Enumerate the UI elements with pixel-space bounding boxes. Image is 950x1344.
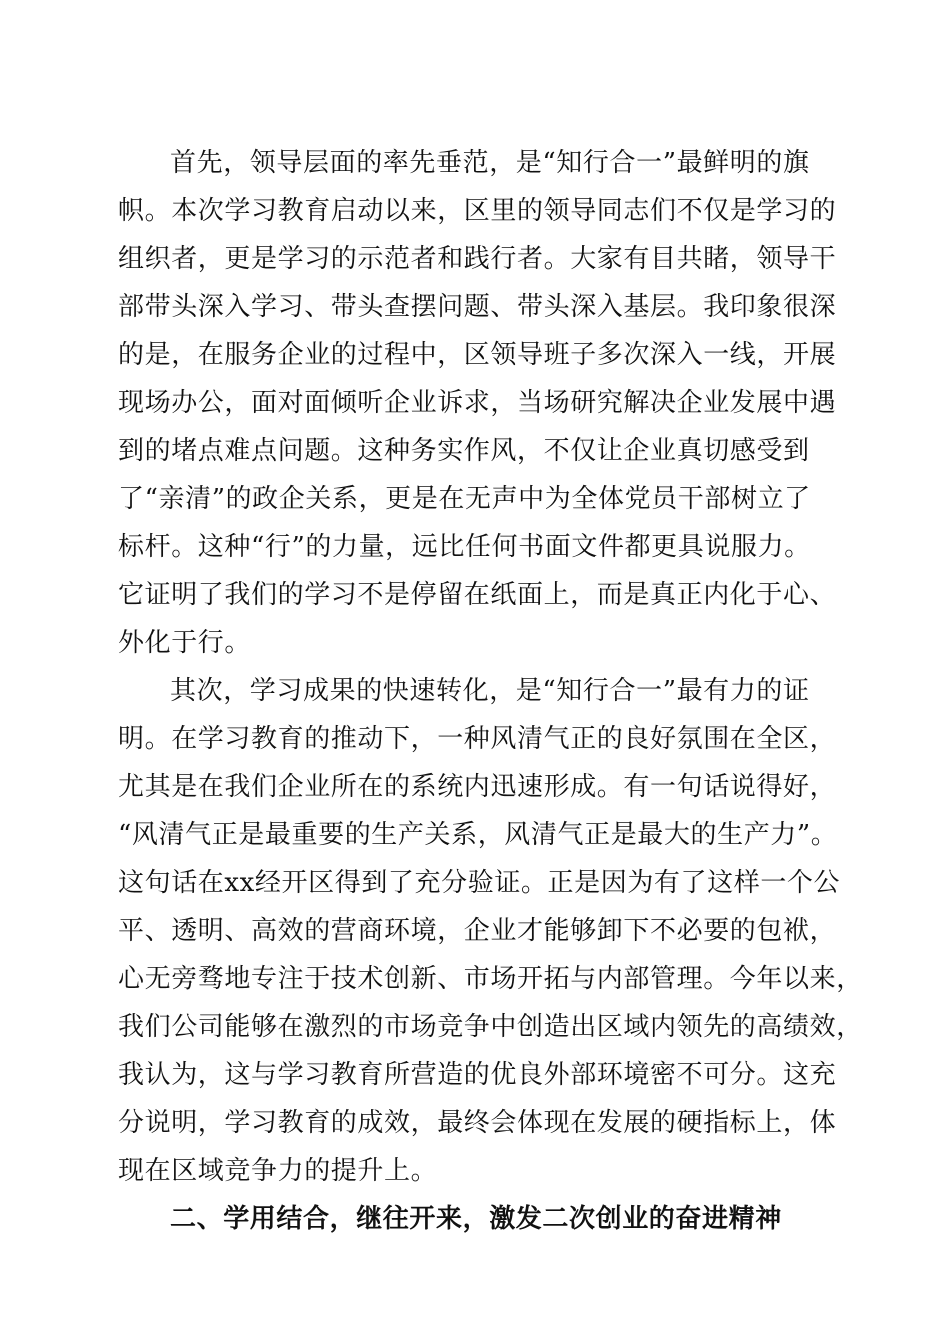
paragraph-2-line-10: 分说明，学习教育的成效，最终会体现在发展的硬指标上，体	[118, 1108, 837, 1138]
paragraph-1-line-7: 到的堵点难点问题。这种务实作风，不仅让企业真切感受到	[118, 436, 810, 466]
paragraph-1-line-2: 帜。本次学习教育启动以来，区里的领导同志们不仅是学习的	[118, 196, 837, 226]
paragraph-2-line-7: 心无旁骛地专注于技术创新、市场开拓与内部管理。今年以来，	[118, 964, 863, 994]
paragraph-1-line-6: 现场办公，面对面倾听企业诉求，当场研究解决企业发展中遇	[118, 388, 837, 418]
paragraph-1-line-1: 首先，领导层面的率先垂范，是“知行合一”最鲜明的旗	[170, 148, 810, 178]
paragraph-1-line-10: 它证明了我们的学习不是停留在纸面上，而是真正内化于心、	[118, 580, 837, 610]
paragraph-2-line-9: 我认为，这与学习教育所营造的优良外部环境密不可分。这充	[118, 1060, 837, 1090]
paragraph-2-line-11: 现在区域竞争力的提升上。	[118, 1156, 438, 1186]
section-heading: 二、学用结合，继往开来，激发二次创业的奋进精神	[170, 1204, 782, 1234]
paragraph-1-line-3: 组织者，更是学习的示范者和践行者。大家有目共睹，领导干	[118, 244, 837, 274]
paragraph-1-line-8: 了“亲清”的政企关系，更是在无声中为全体党员干部树立了	[118, 484, 811, 514]
paragraph-2-line-4: “风清气正是最重要的生产关系，风清气正是最大的生产力”。	[118, 820, 838, 850]
paragraph-2-line-6: 平、透明、高效的营商环境，企业才能够卸下不必要的包袱，	[118, 916, 837, 946]
paragraph-1-line-11: 外化于行。	[118, 628, 252, 658]
paragraph-2-line-1: 其次，学习成果的快速转化，是“知行合一”最有力的证	[170, 676, 810, 706]
paragraph-2-line-5: 这句话在xx经开区得到了充分验证。正是因为有了这样一个公	[118, 868, 841, 898]
paragraph-1-line-5: 的是，在服务企业的过程中，区领导班子多次深入一线，开展	[118, 340, 837, 370]
paragraph-1-line-4: 部带头深入学习、带头查摆问题、带头深入基层。我印象很深	[118, 292, 837, 322]
paragraph-2-line-3: 尤其是在我们企业所在的系统内迅速形成。有一句话说得好，	[118, 772, 837, 802]
paragraph-1-line-9: 标杆。这种“行”的力量，远比任何书面文件都更具说服力。	[118, 532, 811, 562]
paragraph-2-line-8: 我们公司能够在激烈的市场竞争中创造出区域内领先的高绩效，	[118, 1012, 863, 1042]
paragraph-2-line-2: 明。在学习教育的推动下，一种风清气正的良好氛围在全区，	[118, 724, 837, 754]
